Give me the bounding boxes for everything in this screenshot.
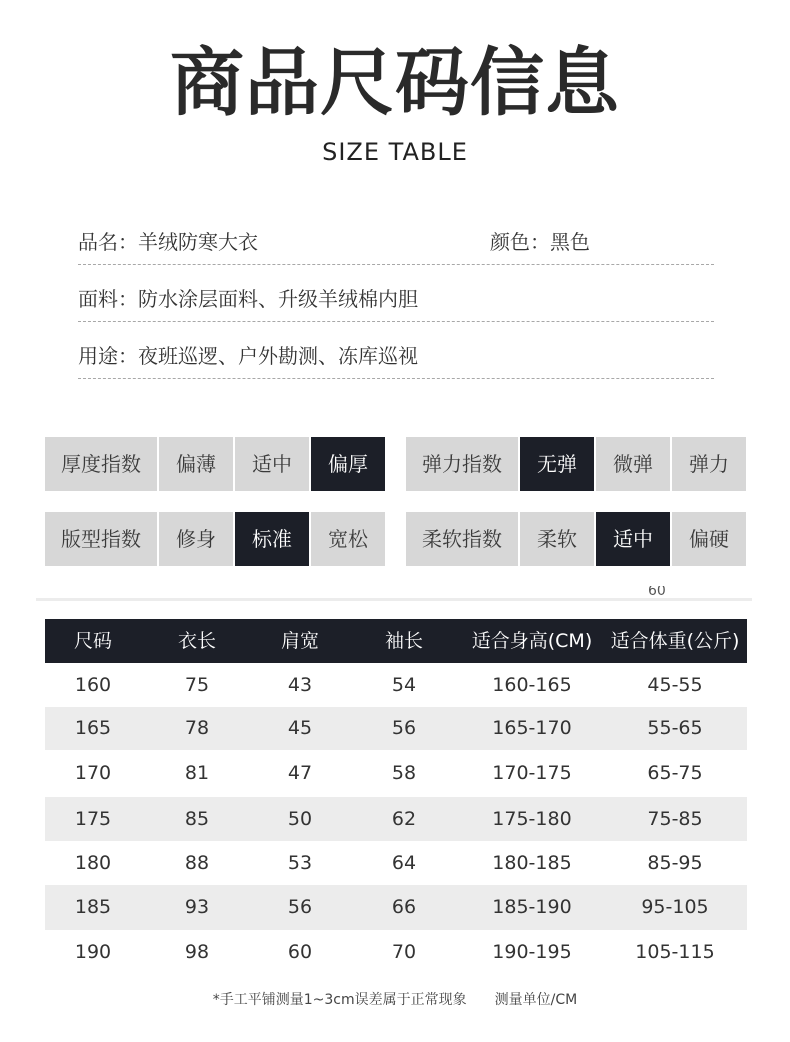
- cell-length: 98: [184, 941, 210, 963]
- elasticity-option: 弹力: [672, 437, 746, 491]
- footnote: [0, 988, 790, 1012]
- size-table: [45, 619, 747, 975]
- page-subtitle: SIZE TABLE: [322, 138, 468, 166]
- fit-option: 宽松: [311, 512, 385, 566]
- cell-size: 190: [74, 941, 112, 963]
- cell-sleeve: 58: [391, 762, 417, 784]
- cell-height: 165-170: [492, 717, 572, 739]
- product-name: 品名：羊绒防寒大衣: [78, 230, 258, 254]
- elasticity-index-label: 弹力指数: [406, 437, 518, 491]
- cell-length: 85: [184, 808, 210, 830]
- cell-height: 175-180: [492, 808, 572, 830]
- header-size: 尺码: [73, 630, 112, 652]
- cell-sleeve: 56: [391, 717, 417, 739]
- cell-shoulder: 60: [287, 941, 313, 963]
- section-divider: [36, 598, 752, 601]
- product-fabric: 面料：防水涂层面料、升级羊绒棉内胆: [78, 287, 418, 311]
- table-row: [45, 841, 747, 885]
- cell-length: 93: [184, 896, 210, 918]
- softness-option: 偏硬: [672, 512, 746, 566]
- fit-index-label: 版型指数: [45, 512, 157, 566]
- header-length: 衣长: [177, 630, 216, 652]
- cell-shoulder: 43: [287, 674, 313, 696]
- softness-option: 柔软: [520, 512, 594, 566]
- header-sleeve: 袖长: [384, 630, 423, 652]
- info-row-name-color: [78, 220, 714, 265]
- size-table-body: [45, 663, 747, 975]
- elasticity-option: 微弹: [596, 437, 670, 491]
- measurement-note: *手工平铺测量1~3cm误差属于正常现象: [212, 992, 467, 1008]
- table-row: [45, 885, 747, 930]
- header-height: 适合身高(CM): [471, 630, 593, 652]
- cell-shoulder: 47: [287, 762, 313, 784]
- product-color: 颜色：黑色: [490, 230, 590, 254]
- elasticity-option: 无弹: [520, 437, 594, 491]
- cell-weight: 65-75: [647, 762, 703, 784]
- cell-height: 180-185: [492, 852, 572, 874]
- cell-length: 75: [184, 674, 210, 696]
- measurement-unit: 测量单位/CM: [494, 992, 578, 1008]
- cell-sleeve: 62: [391, 808, 417, 830]
- fit-option: 修身: [159, 512, 233, 566]
- cell-sleeve: 64: [391, 852, 417, 874]
- thickness-option: 适中: [235, 437, 309, 491]
- cell-shoulder: 50: [287, 808, 313, 830]
- table-row: [45, 707, 747, 750]
- table-row: [45, 663, 747, 707]
- cell-size: 175: [74, 808, 112, 830]
- cell-shoulder: 53: [287, 852, 313, 874]
- fit-option: 标准: [235, 512, 309, 566]
- table-row: [45, 750, 747, 797]
- cell-weight: 55-65: [647, 717, 703, 739]
- cell-height: 185-190: [492, 896, 572, 918]
- info-row-fabric: [78, 277, 714, 322]
- stray-text: 60: [648, 586, 666, 596]
- thickness-option: 偏薄: [159, 437, 233, 491]
- header-shoulder: 肩宽: [280, 630, 319, 652]
- softness-index-label: 柔软指数: [406, 512, 518, 566]
- cell-weight: 105-115: [635, 941, 715, 963]
- cell-sleeve: 70: [391, 941, 417, 963]
- size-table-header: [45, 619, 747, 663]
- product-usage: 用途：夜班巡逻、户外勘测、冻库巡视: [78, 344, 418, 368]
- cell-shoulder: 56: [287, 896, 313, 918]
- cell-size: 185: [74, 896, 112, 918]
- cell-height: 170-175: [492, 762, 572, 784]
- cell-height: 160-165: [492, 674, 572, 696]
- cell-size: 165: [74, 717, 112, 739]
- cell-length: 88: [184, 852, 210, 874]
- table-row: [45, 930, 747, 975]
- cell-height: 190-195: [492, 941, 572, 963]
- cell-weight: 45-55: [647, 674, 703, 696]
- header-weight: 适合体重(公斤): [610, 630, 740, 652]
- cell-size: 160: [74, 674, 112, 696]
- cell-shoulder: 45: [287, 717, 313, 739]
- cell-sleeve: 54: [391, 674, 417, 696]
- elasticity-index: [406, 437, 746, 491]
- cell-size: 170: [74, 762, 112, 784]
- table-row: [45, 797, 747, 841]
- cell-weight: 95-105: [641, 896, 709, 918]
- info-row-usage: [78, 334, 714, 379]
- cell-length: 78: [184, 717, 210, 739]
- thickness-index-label: 厚度指数: [45, 437, 157, 491]
- cell-length: 81: [184, 762, 210, 784]
- cell-weight: 75-85: [647, 808, 703, 830]
- thickness-index: [45, 437, 385, 491]
- cell-sleeve: 66: [391, 896, 417, 918]
- cell-size: 180: [74, 852, 112, 874]
- page-title: 商品尺码信息: [170, 40, 620, 126]
- cell-weight: 85-95: [647, 852, 703, 874]
- thickness-option: 偏厚: [311, 437, 385, 491]
- softness-index: [406, 512, 746, 566]
- fit-index: [45, 512, 385, 566]
- softness-option: 适中: [596, 512, 670, 566]
